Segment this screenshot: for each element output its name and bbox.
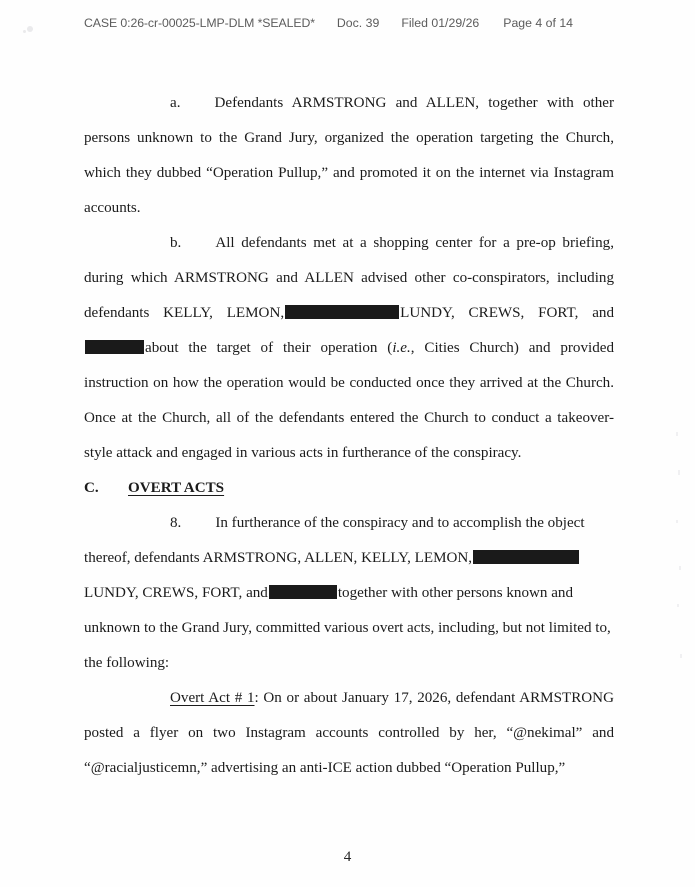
- scan-edge-fleck: [680, 654, 682, 658]
- scan-speckle: [23, 30, 26, 33]
- scan-edge-fleck: [678, 470, 680, 475]
- paragraph-b-text-2: LUNDY, CREWS, FORT, and: [400, 305, 614, 321]
- paragraph-8-text-3: together with other persons known and unknown to the Grand Jury, committed various overt acts, including, but not limited to, the following:: [84, 585, 611, 671]
- scan-edge-fleck: [676, 520, 678, 523]
- redaction-bar-2: [85, 340, 144, 354]
- paragraph-a-label: a.: [170, 95, 181, 111]
- paragraph-b: [84, 226, 614, 471]
- ecf-case-number: CASE 0:26-cr-00025-LMP-DLM *SEALED*: [84, 16, 315, 30]
- scan-speckle: [27, 26, 33, 32]
- overt-act-1-label: Overt Act # 1: [170, 690, 255, 706]
- redaction-bar-4: [269, 585, 337, 599]
- paragraph-8-text-2: LUNDY, CREWS, FORT, and: [84, 585, 268, 601]
- scan-edge-fleck: [677, 604, 679, 607]
- section-title: OVERT ACTS: [128, 480, 225, 496]
- redaction-bar-1: [285, 305, 399, 319]
- ecf-doc-number: Doc. 39: [336, 16, 380, 30]
- paragraph-a: [84, 86, 614, 226]
- scan-edge-fleck: [679, 566, 681, 570]
- paragraph-8-label: 8.: [170, 515, 182, 531]
- paragraph-b-text-1: All defendants met at a shopping center for a pre-op briefing, during which ARMSTRONG and ALLEN advised other co-conspirators, including defendants KELLY, LEMON,: [84, 235, 614, 321]
- paragraph-b-text-3: about the target of their operation (: [145, 340, 393, 356]
- paragraph-a-text: Defendants ARMSTRONG and ALLEN, together with other persons unknown to the Grand Jury, organized the operation targeting the Church, which they dubbed “Operation Pullup,” and promoted it on the internet via Instagram accounts.: [84, 95, 614, 216]
- scan-edge-fleck: [676, 432, 678, 436]
- ecf-filed-date: Filed 01/29/26: [401, 16, 480, 30]
- paragraph-8: [84, 506, 614, 681]
- paragraph-b-label: b.: [170, 235, 182, 251]
- footer-page-number: 4: [343, 849, 352, 865]
- overt-act-1-text: : On or about January 17, 2026, defendant ARMSTRONG posted a flyer on two Instagram accounts controlled by her, “@nekimal” and “@racialjusticemn,” advertising an anti-ICE action dubbed “Operation Pullup,”: [84, 690, 614, 776]
- paragraph-8-text-1: In furtherance of the conspiracy and to accomplish the object thereof, defendants ARMSTRONG, ALLEN, KELLY, LEMON,: [84, 515, 585, 566]
- redaction-bar-3: [473, 550, 579, 564]
- section-letter: C.: [84, 480, 99, 496]
- paragraph-b-text-4: , Cities Church) and provided instruction on how the operation would be conducted once they arrived at the Church. Once at the Church, all of the defendants entered the Church to conduct a takeover-style attack and engaged in various acts in furtherance of the conspiracy.: [84, 340, 614, 461]
- document-body: [84, 86, 614, 786]
- paragraph-b-italic-ie: i.e.: [392, 340, 411, 356]
- section-heading-overt-acts: [84, 471, 614, 506]
- overt-act-1: [84, 681, 614, 786]
- ecf-page-count: Page 4 of 14: [503, 16, 573, 30]
- ecf-stamp-header: [84, 16, 624, 36]
